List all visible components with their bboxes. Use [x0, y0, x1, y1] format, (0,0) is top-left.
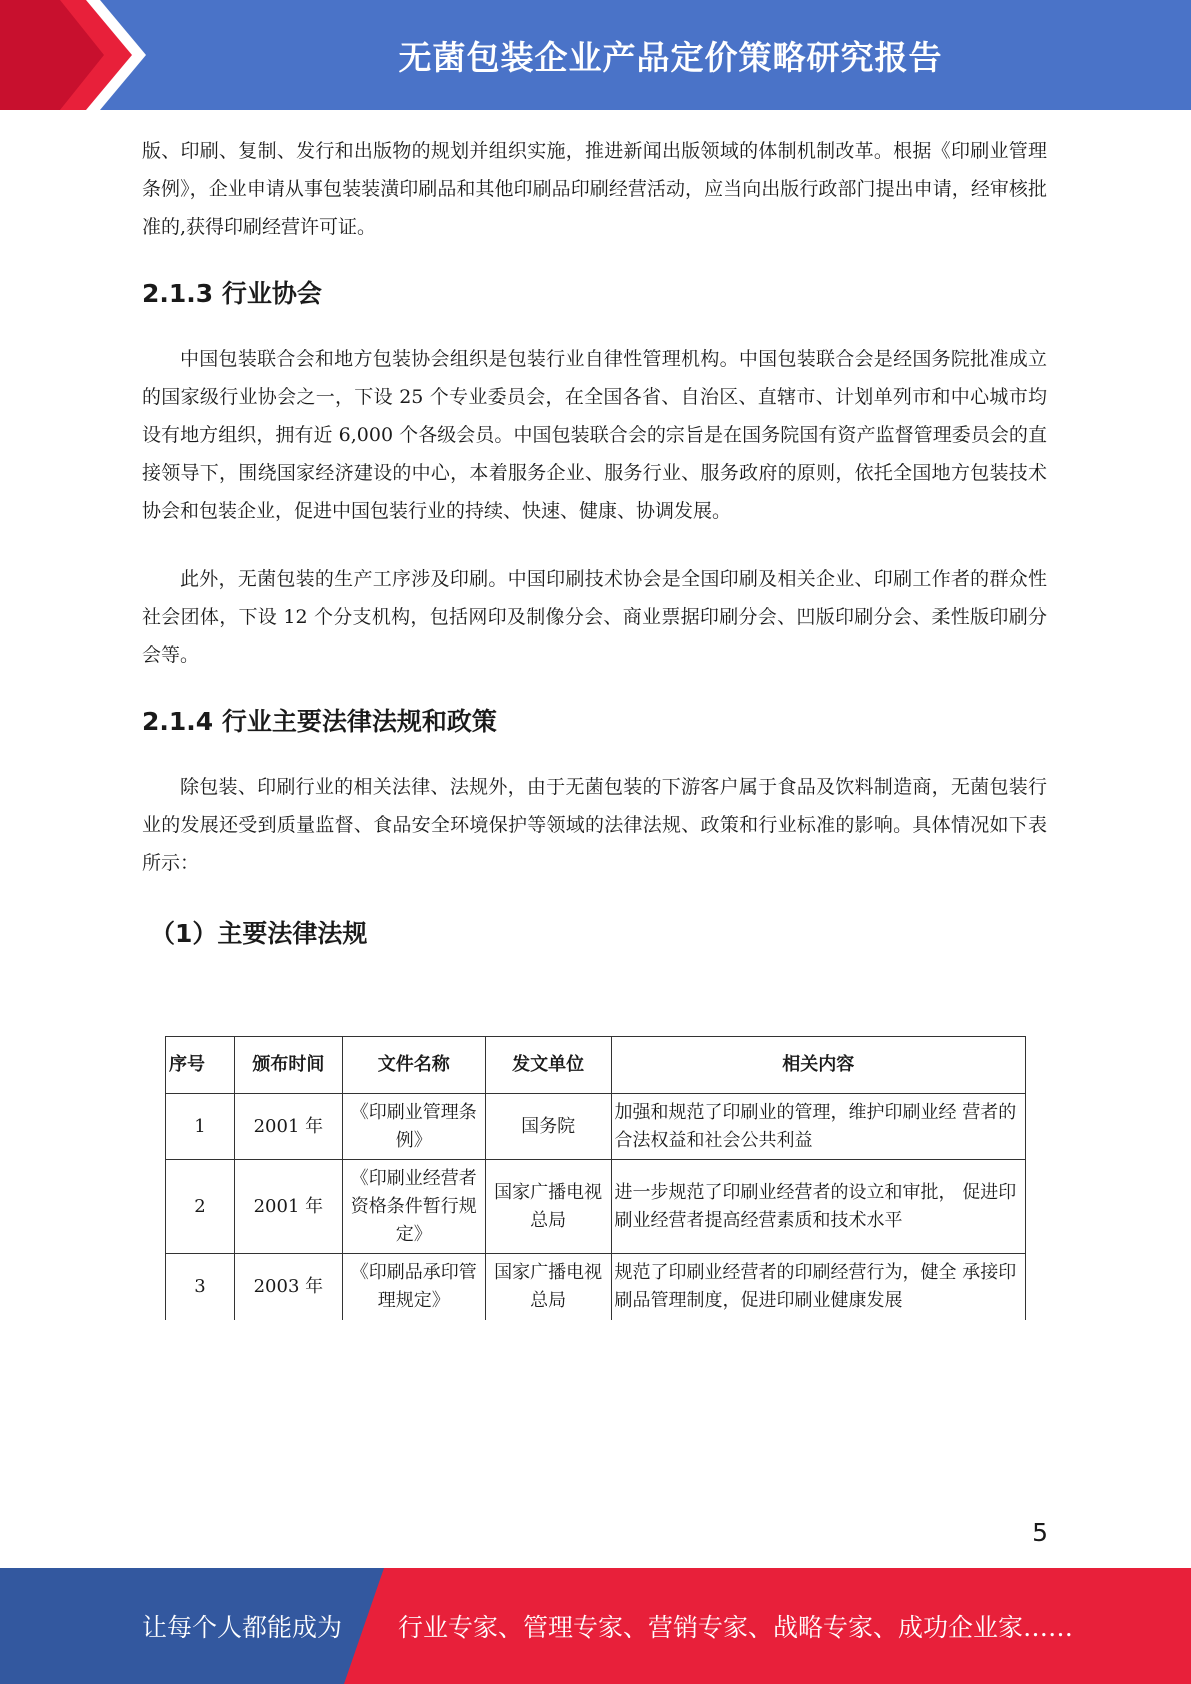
table-header-row: [166, 1037, 1026, 1094]
page-content: [142, 132, 1047, 982]
row-number: 1: [166, 1094, 235, 1160]
association-paragraph-2: 此外，无菌包装的生产工序涉及印刷。中国印刷技术协会是全国印刷及相关企业、印刷工作者的群众性社会团体，下设 12 个分支机构，包括网印及制像分会、商业票据印刷分会、凹版印刷分会、柔性版印刷分会等。: [142, 568, 1047, 666]
row-number: 3: [166, 1254, 235, 1320]
row-number: 2: [166, 1160, 235, 1254]
row-issuer: 国家广播电视总局: [485, 1160, 611, 1254]
table-row: [166, 1094, 1026, 1160]
header-cell-number: 序号: [166, 1037, 235, 1094]
subheading-main-laws: （1）主要法律法规: [150, 919, 368, 948]
row-content: 加强和规范了印刷业的管理，维护印刷业经 营者的合法权益和社会公共利益: [611, 1094, 1025, 1160]
row-content: 规范了印刷业经营者的印刷经营行为，健全 承接印刷品管理制度，促进印刷业健康发展: [611, 1254, 1025, 1320]
header-arrow-decoration: [0, 0, 160, 110]
laws-intro-paragraph: 除包装、印刷行业的相关法律、法规外，由于无菌包装的下游客户属于食品及饮料制造商，无菌包装行业的发展还受到质量监督、食品安全环境保护等领域的法律法规、政策和行业标准的影响。具体情况如下表所示：: [142, 776, 1047, 874]
row-document-name: 《印刷业经营者资格条件暂行规定》: [342, 1160, 485, 1254]
row-issuer: 国务院: [485, 1094, 611, 1160]
header-cell-date: 颁布时间: [234, 1037, 342, 1094]
page-header: [0, 0, 1191, 110]
header-cell-content: 相关内容: [611, 1037, 1025, 1094]
page-number: 5: [1032, 1518, 1048, 1547]
row-year: 2003 年: [234, 1254, 342, 1320]
row-document-name: 《印刷业管理条例》: [342, 1094, 485, 1160]
intro-paragraph: 版、印刷、复制、发行和出版物的规划并组织实施，推进新闻出版领域的体制机制改革。根据《印刷业管理条例》，企业申请从事包装装潢印刷品和其他印刷品印刷经营活动，应当向出版行政部门提出申请，经审核批准的,获得印刷经营许可证。: [142, 140, 1047, 238]
row-year: 2001 年: [234, 1160, 342, 1254]
report-title: 无菌包装企业产品定价策略研究报告: [398, 37, 943, 77]
table-row: [166, 1254, 1026, 1320]
row-document-name: 《印刷品承印管理规定》: [342, 1254, 485, 1320]
row-content: 进一步规范了印刷业经营者的设立和审批， 促进印刷业经营者提高经营素质和技术水平: [611, 1160, 1025, 1254]
table-row: [166, 1160, 1026, 1254]
row-year: 2001 年: [234, 1094, 342, 1160]
page-footer: [0, 1568, 1191, 1684]
header-cell-issuer: 发文单位: [485, 1037, 611, 1094]
header-cell-document: 文件名称: [342, 1037, 485, 1094]
association-paragraph-1: 中国包装联合会和地方包装协会组织是包装行业自律性管理机构。中国包装联合会是经国务院批准成立的国家级行业协会之一，下设 25 个专业委员会，在全国各省、自治区、直辖市、计划单列市和中心城市均设有地方组织，拥有近 6,000 个各级会员。中国包装联合会的宗旨是在国务院国有资产监督管理委员会的直接领导下，围绕国家经济建设的中心，本着服务企业、服务行业、服务政府的原则，依托全国地方包装技术协会和包装企业，促进中国包装行业的持续、快速、健康、协调发展。: [142, 348, 1047, 522]
laws-table: [165, 1036, 1026, 1320]
section-heading-2-1-4: 2.1.4 行业主要法律法规和政策: [142, 707, 497, 736]
row-issuer: 国家广播电视总局: [485, 1254, 611, 1320]
footer-slogan-right: 行业专家、管理专家、营销专家、战略专家、成功企业家……: [398, 1613, 1074, 1642]
section-heading-2-1-3: 2.1.3 行业协会: [142, 279, 322, 308]
footer-slogan-left: 让每个人都能成为: [142, 1613, 343, 1642]
